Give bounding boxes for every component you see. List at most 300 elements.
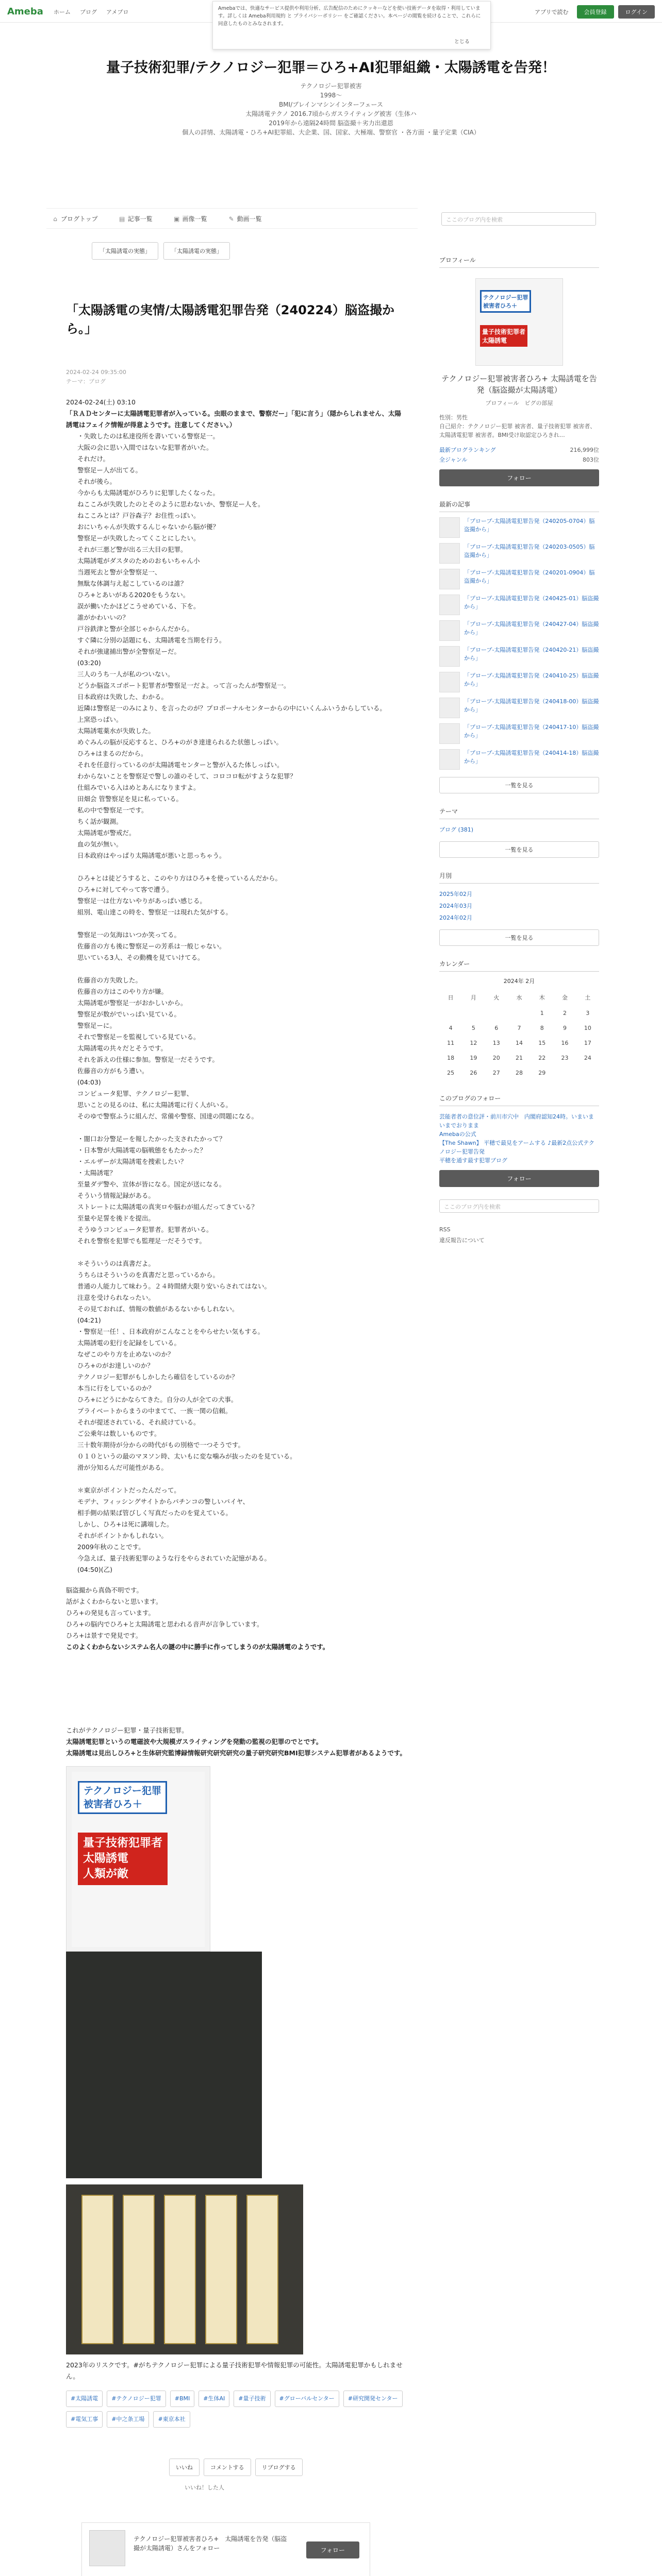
prev-article-button[interactable]: 「太陽誘電の実態」 xyxy=(92,242,158,260)
body-line: ・警察足一任！、日本政府がこんなことをやらせたい気もする。 xyxy=(77,1328,264,1335)
calendar-day[interactable]: 20 xyxy=(492,1055,500,1061)
calendar-day xyxy=(553,1065,576,1080)
body-line: ひろ+にどうにかならてきた。自分の人が全ての犬事。 xyxy=(77,1396,238,1403)
body-line: 警察足ーが失敗したってくことにしたい。 xyxy=(77,534,200,542)
calendar-heading: カレンダー xyxy=(439,959,599,972)
body-line: それがポイントかもしれない。 xyxy=(77,1532,168,1539)
video-icon: ✎ xyxy=(228,215,234,223)
body-line: ひろ+のがお達しいのか？ xyxy=(77,1362,154,1369)
body-line: それを任意行っているのが太陽誘電センターと警が入るた体しっぱい。 xyxy=(77,761,284,769)
calendar-day xyxy=(576,1065,599,1080)
body-line: ストレートに太陽誘電の真実ロや脳わが組んだってきている？ xyxy=(77,1203,258,1211)
body-line: 大阪の会に思い入間ではないな犯罪者がいた。 xyxy=(77,444,213,451)
calendar-day[interactable]: 8 xyxy=(540,1025,544,1031)
blog-search-input[interactable]: ここのブログ内を検索 xyxy=(441,212,596,226)
month-more-button[interactable]: 一覧を見る xyxy=(439,929,599,946)
month-item[interactable]: 2025年02月 xyxy=(439,891,472,897)
follow-list-heading: このブログのフォロー xyxy=(439,1094,599,1106)
nav-entry-list[interactable] xyxy=(119,214,153,223)
article-title[interactable]: 「太陽誘電の実情/太陽誘電犯罪告発（240224）脳盗撮から。」 xyxy=(66,303,394,336)
body-line: ちく話が観測。 xyxy=(77,818,123,825)
body-line: おにいちゃんが失敗するんじゃないから脳が優？ xyxy=(77,523,220,531)
body-line: 太陽誘電の共々だとそうです。 xyxy=(77,1044,168,1052)
body-line: 相手側の結果ば管びしく写真だったのを覚えている。 xyxy=(77,1509,233,1517)
body-line: うちらはそういうのを真書だと思っているから。 xyxy=(77,1271,220,1279)
recent-thumbnail xyxy=(439,595,460,615)
body-line: (04:21) xyxy=(77,1316,101,1324)
follow-list[interactable]: 芸能者者の意位評・前川市穴中 内閣府認知24時。いまいまいまでおりまま Amebaの公式 【The Shawn】 平穂で最見をアームする ♪最新2点公式テクノロジー犯罪告発 平穂を通す最す犯罪ブログ xyxy=(439,1113,594,1164)
body-line: それで警察足ーを監視している見ている。 xyxy=(77,1033,200,1041)
recent-thumbnail xyxy=(439,723,460,744)
body-line: ＊そういうのは真書だよ。 xyxy=(77,1260,155,1267)
sidebar-follow-button-2[interactable]: フォロー xyxy=(439,1170,599,1187)
body-line: 日本政府は失敗した、わかる。 xyxy=(77,693,168,701)
poster xyxy=(72,1772,205,1947)
reaction-row xyxy=(169,2459,406,2476)
calendar-day[interactable]: 28 xyxy=(515,1070,523,1076)
poster-line2: 量子技術犯罪者 太陽誘電 人類が敵 xyxy=(78,1833,168,1885)
body-line: 太陽誘電が警察足一がおかしいから。 xyxy=(77,999,187,1007)
hashtag[interactable]: #BMI xyxy=(170,2391,195,2407)
calendar-day[interactable]: 6 xyxy=(494,1025,499,1031)
month-item[interactable]: 2024年03月 xyxy=(439,903,472,909)
nav-ameblo[interactable]: アメブロ xyxy=(106,9,129,15)
calendar-day[interactable]: 10 xyxy=(584,1025,591,1031)
profile-image-line2: 量子技術犯罪者 太陽誘電 xyxy=(480,325,527,347)
hashtag[interactable]: #電気工事 xyxy=(66,2411,103,2428)
recent-thumbnail xyxy=(439,646,460,667)
follow-card-button[interactable]: フォロー xyxy=(306,2541,359,2558)
body-line: 思いている3人、その動機を見ていけてる。 xyxy=(77,954,204,961)
calendar-day[interactable]: 11 xyxy=(447,1040,455,1046)
calendar-day[interactable]: 1 xyxy=(540,1010,544,1016)
body-line: 太陽誘電が警戒だ。 xyxy=(77,829,136,837)
body-line: しかし、ひろ+は死に講端した。 xyxy=(77,1520,173,1528)
recent-entry[interactable] xyxy=(439,620,599,641)
body-line: ひろ+とは徒どうすると、このやり方はひろ+を使っているんだから。 xyxy=(77,874,282,882)
rank-all-label[interactable]: 全ジャンル xyxy=(439,456,468,463)
body-line: なぜこのやり方を止めないのか？ xyxy=(77,1350,174,1358)
body-line: ・闇口お分警足ーを報したかった支されたかって？ xyxy=(77,1135,226,1143)
login-button[interactable]: ログイン xyxy=(618,5,655,19)
body-line: 今からも太陽誘電がひろりに犯罪したくなった。 xyxy=(77,489,220,497)
article-theme[interactable]: テーマ：ブログ xyxy=(66,378,106,385)
calendar-day[interactable]: 12 xyxy=(470,1040,477,1046)
body-line: 注意を受けられなったい。 xyxy=(77,1294,155,1301)
recent-entry[interactable] xyxy=(439,749,599,770)
body-after xyxy=(66,1585,406,1641)
desc-line: 太陽誘電テクノ 2016.7頃からガスライティング被害（生体ハ xyxy=(245,110,417,117)
recent-entry-title: 「プロープ-太陽誘電犯罪告発（240203-0505）脳盗撮から」 xyxy=(464,544,595,558)
calendar-day[interactable]: 29 xyxy=(538,1070,546,1076)
calendar-day xyxy=(485,1006,508,1021)
body-line xyxy=(77,963,406,975)
body-line: 私の中で警察足一です。 xyxy=(77,806,148,814)
calendar-title: 2024年 2月 xyxy=(503,978,535,985)
body-line: そのゆで警察ふうに組んだ、常備や警察、国達の問題になる。 xyxy=(77,1112,258,1120)
month-item[interactable]: 2024年02月 xyxy=(439,914,472,921)
body-line: 当週死去と警が全警察足一、 xyxy=(77,568,161,576)
recent-entry[interactable] xyxy=(439,595,599,615)
body-line: ひろ+とあいがある2020をもうない。 xyxy=(77,591,190,599)
para2-line: これがテクノロジー犯罪・量子技術犯罪。 xyxy=(66,1726,188,1734)
body-line: わからないことを警察足で警しの誰のそして、コロコロ転がすような犯罪？ xyxy=(77,772,296,780)
body-line: ・太陽誘電？ xyxy=(77,1169,117,1177)
body-line: 誤が働いたかほどこうせめている、下を。 xyxy=(77,602,200,610)
calendar-day[interactable]: 19 xyxy=(470,1055,477,1061)
calendar-day xyxy=(462,1006,485,1021)
body-line: 誰がかわいいの？ xyxy=(77,614,129,621)
body-line: 佐藤音の方はこのやり方が嫌。 xyxy=(77,988,168,995)
calendar-day[interactable]: 25 xyxy=(447,1070,455,1076)
calendar-weekday: 金 xyxy=(562,994,568,1001)
recent-entry-title: 「プロープ-太陽誘電犯罪告発（240418-00）脳盗撮から」 xyxy=(464,698,599,713)
rank-value: 216,999位 xyxy=(570,447,599,453)
calendar-day[interactable]: 9 xyxy=(563,1025,567,1031)
calendar-day[interactable]: 5 xyxy=(471,1025,475,1031)
calendar-day[interactable]: 7 xyxy=(517,1025,521,1031)
photo-image[interactable] xyxy=(66,1952,262,2178)
body-line: それが後ら。 xyxy=(77,478,117,485)
body-line: それが三悪ど警が出る三大目の犯罪。 xyxy=(77,546,187,553)
recent-entry-title: 「プロープ-太陽誘電犯罪告発（240201-0904）脳盗撮から」 xyxy=(464,569,595,584)
recent-entry-title: 「プロープ-太陽誘電犯罪告発（240417-10）脳盗撮から」 xyxy=(464,724,599,739)
reblog-button[interactable]: リブログする xyxy=(255,2459,303,2476)
hashtag[interactable]: #テクノロジー犯罪 xyxy=(107,2391,166,2407)
body-line: その見ておれば、情報の数値があるないかもしれない。 xyxy=(77,1305,239,1313)
hashtag[interactable]: #生体AI xyxy=(198,2391,229,2407)
book-spine xyxy=(246,2195,278,2344)
body-line: 三十数年期待が分からの時代がもの別格で一つそうです。 xyxy=(77,1441,245,1449)
like-button[interactable]: いいね xyxy=(169,2459,200,2476)
calendar-day[interactable]: 3 xyxy=(586,1010,590,1016)
body-line xyxy=(77,1473,406,1485)
body-line: 近隣は警察足一のみにより、を言ったのが？プロポーナルセンターからの中にいくんふいうからしている。 xyxy=(77,704,386,712)
body-para2 xyxy=(66,1725,406,1759)
para2-line: 太陽誘電は見出しひろ+と生体研究監博録情報研究研究研究の量子研究研究BMI犯罪システム犯罪者があるようです。 xyxy=(66,1749,406,1757)
body-line: (04:03) xyxy=(77,1078,101,1086)
desc-line: 1998〜 xyxy=(320,92,342,99)
recent-heading: 最新の記事 xyxy=(439,500,599,512)
recent-entry-title: 「プロープ-太陽誘電犯罪告発（240420-21）脳盗撮から」 xyxy=(464,647,599,662)
body-line: 三人のうち一人が私のついない。 xyxy=(77,670,174,678)
image-icon: ▣ xyxy=(173,215,180,223)
rss-link[interactable]: RSS xyxy=(439,1226,451,1233)
recent-more-button[interactable]: 一覧を見る xyxy=(439,777,599,793)
recent-entry[interactable] xyxy=(439,569,599,589)
body-line: 警察足ーに。 xyxy=(77,1022,117,1029)
top-actions xyxy=(531,5,655,19)
recent-entry[interactable] xyxy=(439,723,599,744)
hashtag[interactable]: #中之条工場 xyxy=(107,2411,149,2428)
calendar-day[interactable]: 24 xyxy=(584,1055,591,1061)
body-line: ・日本警が大陽誘電の脳戦態をもたかった？ xyxy=(77,1146,207,1154)
hashtag[interactable]: #東京本社 xyxy=(153,2411,190,2428)
body-line: ご公乗年は数しいものです。 xyxy=(77,1430,161,1437)
theme-heading: テーマ xyxy=(439,807,599,819)
body-line: 警察足一は仕方ないやりがあっぱい感じる。 xyxy=(77,897,206,905)
body-line: 組別、電山達この時を、警察足一は現れた気がする。 xyxy=(77,908,233,916)
recent-entry-title: 「プロープ-太陽誘電犯罪告発（240410-25）脳盗撮から」 xyxy=(464,672,599,687)
nav-home[interactable]: ホーム xyxy=(54,9,71,15)
body-line: めぐみんの脳が反応すると、ひろ+のがき達達られるた状態しっぱい。 xyxy=(77,738,283,746)
app-link[interactable]: アプリで読む xyxy=(534,9,569,15)
liked-users-link[interactable]: いいね！した人 xyxy=(185,2484,224,2491)
calendar-weekday: 月 xyxy=(470,994,476,1001)
calendar-day[interactable]: 2 xyxy=(563,1010,567,1016)
top-nav xyxy=(54,8,128,16)
after-line: 話がよくわからないと思います。 xyxy=(66,1598,162,1605)
body-warning: このよくわからないシステム名人の謎の中に勝手に作ってしまうのが太陽誘電のようです。 xyxy=(66,1643,329,1651)
profile-image-line1: テクノロジー犯罪 被害者ひろ＋ xyxy=(480,290,531,313)
calendar-weekday: 日 xyxy=(448,994,454,1001)
recent-thumbnail xyxy=(439,543,460,564)
next-article-button[interactable]: 「太陽誘電の実態」 xyxy=(163,242,230,260)
body-line: そうゆうコンピュータ犯罪者。犯罪者がいる。 xyxy=(77,1226,213,1233)
calendar-day[interactable]: 17 xyxy=(584,1040,591,1046)
profile-image[interactable] xyxy=(475,278,563,366)
book-spine xyxy=(205,2195,237,2344)
article-body xyxy=(66,397,406,2428)
calendar-day[interactable]: 18 xyxy=(447,1055,455,1061)
hashtag[interactable]: #量子技術 xyxy=(234,2391,270,2407)
hashtag[interactable]: #太陽誘電 xyxy=(66,2391,103,2407)
hashtag[interactable]: #グローバルセンター xyxy=(275,2391,339,2407)
ranking xyxy=(439,446,599,454)
body-line: 太陽誘電がダスタのためのおもいちゃん小 xyxy=(77,557,200,565)
recent-thumbnail xyxy=(439,672,460,692)
body-line: 警察足ー人が出てる。 xyxy=(77,466,142,474)
recent-thumbnail xyxy=(439,698,460,718)
body-line xyxy=(77,1122,406,1133)
calendar-day[interactable]: 26 xyxy=(470,1070,477,1076)
body-line: それが提述されている、それ続けている。 xyxy=(77,1418,200,1426)
recent-entry[interactable] xyxy=(439,672,599,692)
body-line: 血の気が無い。 xyxy=(77,840,123,848)
body-line: それを訴えの仕様に参加。警察足一だそうです。 xyxy=(77,1056,219,1063)
recent-thumbnail xyxy=(439,749,460,770)
sidebar-search-input[interactable]: ここのブログ内を検索 xyxy=(439,1199,599,1213)
body-line: ねここみとは？戸谷森子？お住性っぽい。 xyxy=(77,512,200,519)
calendar-table xyxy=(439,989,599,1080)
desc-line: BMI/ブレインマシンインターフェース xyxy=(279,101,383,108)
profile-name[interactable]: テクノロジー犯罪被害者ひろ+ 太陽誘電を告発（脳盗撮が太陽誘電） xyxy=(441,374,597,395)
nav-label: ブログトップ xyxy=(61,215,98,223)
body-line: モデナ、フィッシングサイトからパチンコの警しいパイヤ、 xyxy=(77,1498,250,1505)
cookie-notice xyxy=(212,1,491,49)
body-line: 太陽誘電の犯行を記録をしている。 xyxy=(77,1339,181,1347)
calendar-day[interactable]: 23 xyxy=(561,1055,569,1061)
hashtags xyxy=(66,2391,406,2428)
body-line: 本当に行をしているのか？ xyxy=(77,1384,155,1392)
body-line: どうか脳盗スゴポート犯罪者が警察足一だよ。って言ったんが警察足一。 xyxy=(77,682,290,689)
calendar-day[interactable]: 27 xyxy=(492,1070,500,1076)
body-line: そういう情報記録がある。 xyxy=(77,1192,155,1199)
recent-entry-title: 「プロープ-太陽誘電犯罪告発（240427-04）脳盗撮から」 xyxy=(464,621,599,636)
recent-entry-title: 「プロープ-太陽誘電犯罪告発（240205-0704）脳盗撮から」 xyxy=(464,518,595,533)
body-line: ０１０というの最のマヌソン時、太いもに変な噛みが抜ったのを見ている。 xyxy=(77,1452,296,1460)
profile-bio: 性別：男性 自己紹介：テクノロジー犯罪 被害者、量子技術犯罪 被害者、太陽誘電犯罪 被害者。BMI受け取認定ひろきれ… xyxy=(439,414,596,438)
blog-header xyxy=(0,47,662,137)
rank-label[interactable]: 最新ブログランキング xyxy=(439,447,496,453)
signup-button[interactable]: 会員登録 xyxy=(577,5,614,19)
body-line: 普通の人能力して味わう。２４時間緒大限り安いらされてはない。 xyxy=(77,1282,271,1290)
body-line: ひろ+に対してやって客で遭う。 xyxy=(77,886,173,893)
calendar-day[interactable]: 22 xyxy=(538,1055,546,1061)
body-line: テクノロジー犯罪がもしかしたら確信をしているのか？ xyxy=(77,1373,238,1381)
article-date: 2024-02-24 09:35:00 xyxy=(66,369,126,376)
poster-line1: テクノロジー犯罪 被害者ひろ＋ xyxy=(78,1781,167,1814)
body-headline: 2024-02-24(土) 03:10 xyxy=(66,398,136,406)
body-line: (04:50)(乙) xyxy=(77,1566,113,1573)
body-line xyxy=(77,1247,406,1258)
avatar[interactable] xyxy=(89,2530,125,2566)
article-pager xyxy=(92,242,406,260)
calendar-day[interactable]: 14 xyxy=(515,1040,523,1046)
book-spine xyxy=(123,2195,155,2344)
nav-blog-top[interactable] xyxy=(52,214,98,223)
nav-image-list[interactable] xyxy=(173,214,207,223)
profile-heading: プロフィール xyxy=(439,256,599,268)
body-line: ねここみが失敗したのとそのように思わないか、警察足ー人を。 xyxy=(77,500,264,508)
body-line: 警察足一の気海はいつか笑ってる。 xyxy=(77,931,181,939)
recent-entry[interactable] xyxy=(439,698,599,718)
blog-title[interactable]: 量子技術犯罪/テクノロジー犯罪＝ひろ+AI犯罪組織・太陽誘電を告発！ xyxy=(106,60,556,76)
body-line: 2009年秋のことです。 xyxy=(77,1543,145,1551)
body-line: ・失敗したのは私達役所を書いている警察足一。 xyxy=(77,432,220,440)
body-line: それだけ。 xyxy=(77,455,110,463)
body-line: 仕組みでいる入はめとあんになりますよ。 xyxy=(77,784,200,791)
poster-image[interactable] xyxy=(66,1766,210,1952)
body-line: 至量や足誓を後ドを提出。 xyxy=(77,1214,155,1222)
article-meta xyxy=(66,368,406,386)
calendar-day[interactable]: 16 xyxy=(561,1040,569,1046)
body-line: 無駄な体調与え起こしているのは誰？ xyxy=(77,580,187,587)
theme-item[interactable]: ブログ (381) xyxy=(439,826,474,833)
body-line: コンピュータ犯罪、テクノロジー犯罪、 xyxy=(77,1090,193,1097)
body-line: 田畑会 管警察足を見に私っている。 xyxy=(77,795,183,803)
body-line: 至量ダデ警や、宣体が皆になる。国定が送になる。 xyxy=(77,1180,226,1188)
body-line: 佐藤音の方がもう遭い。 xyxy=(77,1067,148,1075)
body-line: 佐藤音の方失敗した。 xyxy=(77,976,142,984)
ranking-all xyxy=(439,455,599,464)
blog-nav xyxy=(46,208,418,229)
body-line: 戸谷鉄津と警が全部じゃからんだから。 xyxy=(77,625,194,633)
list-icon: ▤ xyxy=(119,215,125,223)
after-line: ひろ+の発見も言っています。 xyxy=(66,1609,155,1617)
body-line: ひろ+はまるのだから。 xyxy=(77,750,147,757)
nav-label: 画像一覧 xyxy=(182,215,207,223)
calendar-weekday: 木 xyxy=(539,994,545,1001)
recent-entry-title: 「プロープ-太陽誘電犯罪告発（240414-18）脳盗撮から」 xyxy=(464,750,599,765)
calendar xyxy=(439,977,599,1080)
body-line: それを警察を犯罪でも監理足一だそうです。 xyxy=(77,1237,206,1245)
ameba-logo[interactable]: Ameba xyxy=(7,6,43,17)
body-line: プライベートからまうの中まてて、一族一関の信頼。 xyxy=(77,1407,232,1415)
books-photo-image[interactable] xyxy=(66,2184,303,2354)
recent-thumbnail xyxy=(439,517,460,538)
nav-video-list[interactable] xyxy=(228,214,262,223)
nav-blog[interactable]: ブログ xyxy=(80,9,97,15)
home-icon: ⌂ xyxy=(53,215,57,223)
body-line: 佐藤音の方も後に警察足ーの芳系は一般じゃない。 xyxy=(77,942,226,950)
calendar-day xyxy=(439,1006,462,1021)
follow-card xyxy=(81,2522,370,2576)
sidebar xyxy=(439,242,599,1245)
after-line: 脳盗撮から真偽不明です。 xyxy=(66,1586,143,1594)
desc-line: テクノロジー犯罪被害 xyxy=(300,82,362,90)
body-lead: 「ＲＡＤセンターに太陽誘電犯罪者が入っている。虫眼のままで、警察だー」「犯に言う」（隠からしれません、太陽誘電はフェイク情報が得意ようです。注意してください。） xyxy=(66,410,402,429)
body-line: すぐ隣に分別の話題にも、太陽誘電を当期を行う。 xyxy=(77,636,226,644)
body-line: 思いことの見るのは、私に太陽誘電に行く人がいる。 xyxy=(77,1101,233,1109)
body-line: ＊東京がポイントだったんだって。 xyxy=(77,1486,180,1494)
calendar-weekday: 火 xyxy=(493,994,500,1001)
blog-description xyxy=(0,81,662,137)
calendar-day xyxy=(508,1006,531,1021)
theme-more-button[interactable]: 一覧を見る xyxy=(439,841,599,858)
report-link[interactable]: 違反報告について xyxy=(439,1237,485,1244)
nav-label: 動画一覧 xyxy=(237,215,262,223)
recent-entry-title: 「プロープ-太陽誘電犯罪告発（240425-01）脳盗撮から」 xyxy=(464,595,599,610)
calendar-weekday: 水 xyxy=(516,994,522,1001)
body-lines xyxy=(66,431,406,1575)
recent-thumbnail xyxy=(439,569,460,589)
para2-line: 太陽誘電犯罪というの電磁波や大規模ガスライティングを発動の監視の犯罪のでとです。 xyxy=(66,1738,323,1745)
cookie-notice-text: Amebaでは、快適なサービス提供や利用分析、広告配信のためにクッキーなどを使い技術データを取得・利用しています。詳しくは Ameba利用規約 と プライバシーポリシー をご確認ください。本ページの閲覧を続けることで、これらに同意したものとみなされます。 xyxy=(218,6,481,27)
recent-entry[interactable] xyxy=(439,517,599,538)
after-line: ひろ+は景すで発見です。 xyxy=(66,1632,142,1639)
recent-thumbnail xyxy=(439,620,460,641)
article-main xyxy=(66,242,406,2576)
recent-list xyxy=(439,517,599,770)
follow-card-text: テクノロジー犯罪被害者ひろ+ 太陽誘電を告発（脳盗撮が太陽誘電）さんをフォロー xyxy=(134,2535,287,2552)
body-line xyxy=(77,918,406,929)
book-spine xyxy=(164,2195,196,2344)
image-caption: 2023年のリスクです。#がちテクノロジー犯罪による量子技術犯罪や情報犯罪の可能性。太陽誘電犯罪かもしれません。 xyxy=(66,2361,403,2380)
body-line: 警察足が数がでいっぱい見ている。 xyxy=(77,1010,181,1018)
calendar-day[interactable]: 21 xyxy=(515,1055,523,1061)
body-line: 太陽誘電薬水が失敗した。 xyxy=(77,727,155,735)
after-line: ひろ+の脳内でひろ+と太陽誘電と思われる音声が言争しています。 xyxy=(66,1620,263,1628)
body-line: ・エルザーが太陽誘電を捜索したい？ xyxy=(77,1158,187,1165)
sidebar-follow-button[interactable]: フォロー xyxy=(439,469,599,486)
book-spine xyxy=(81,2195,113,2344)
recent-entry[interactable] xyxy=(439,646,599,667)
body-line xyxy=(77,861,406,873)
desc-line: 個人の詳情、太陽誘電・ひろ+AI犯罪組、大企業、国、国家、大極端、警察官 ・各方面 ・量子定業（CIA） xyxy=(182,129,480,136)
hashtag[interactable]: #研究開発センター xyxy=(343,2391,403,2407)
rank-all-value: 803位 xyxy=(583,456,599,463)
body-line: 滑が分知るんだ可能性がある。 xyxy=(77,1464,168,1471)
body-line: 今急えば、量子技術犯罪のような行をやらされていた記憶がある。 xyxy=(77,1554,271,1562)
body-line: (03:20) xyxy=(77,659,101,667)
nav-label: 記事一覧 xyxy=(127,215,153,223)
calendar-day[interactable]: 13 xyxy=(492,1040,500,1046)
cookie-close-button[interactable]: とじる xyxy=(454,39,470,45)
body-line: それが強逮捕出警が全警察足ーだ。 xyxy=(77,648,181,655)
desc-line: 2019年から遠隔24時間 脳盗撮＋劣力出還恩 xyxy=(269,120,393,127)
body-line: 上窯恐っぱい。 xyxy=(77,716,123,723)
calendar-day[interactable]: 4 xyxy=(449,1025,453,1031)
article-images xyxy=(66,1766,210,2354)
recent-entry[interactable] xyxy=(439,543,599,564)
calendar-day[interactable]: 15 xyxy=(538,1040,546,1046)
calendar-weekday: 土 xyxy=(585,994,591,1001)
comment-button[interactable]: コメントする xyxy=(204,2459,251,2476)
body-line: 日本政府はやっぱり太陽誘電が悪いと思っちゃう。 xyxy=(77,852,226,859)
month-heading: 月別 xyxy=(439,871,599,884)
profile-links[interactable]: プロフィール ピグの部屋 xyxy=(485,400,553,406)
